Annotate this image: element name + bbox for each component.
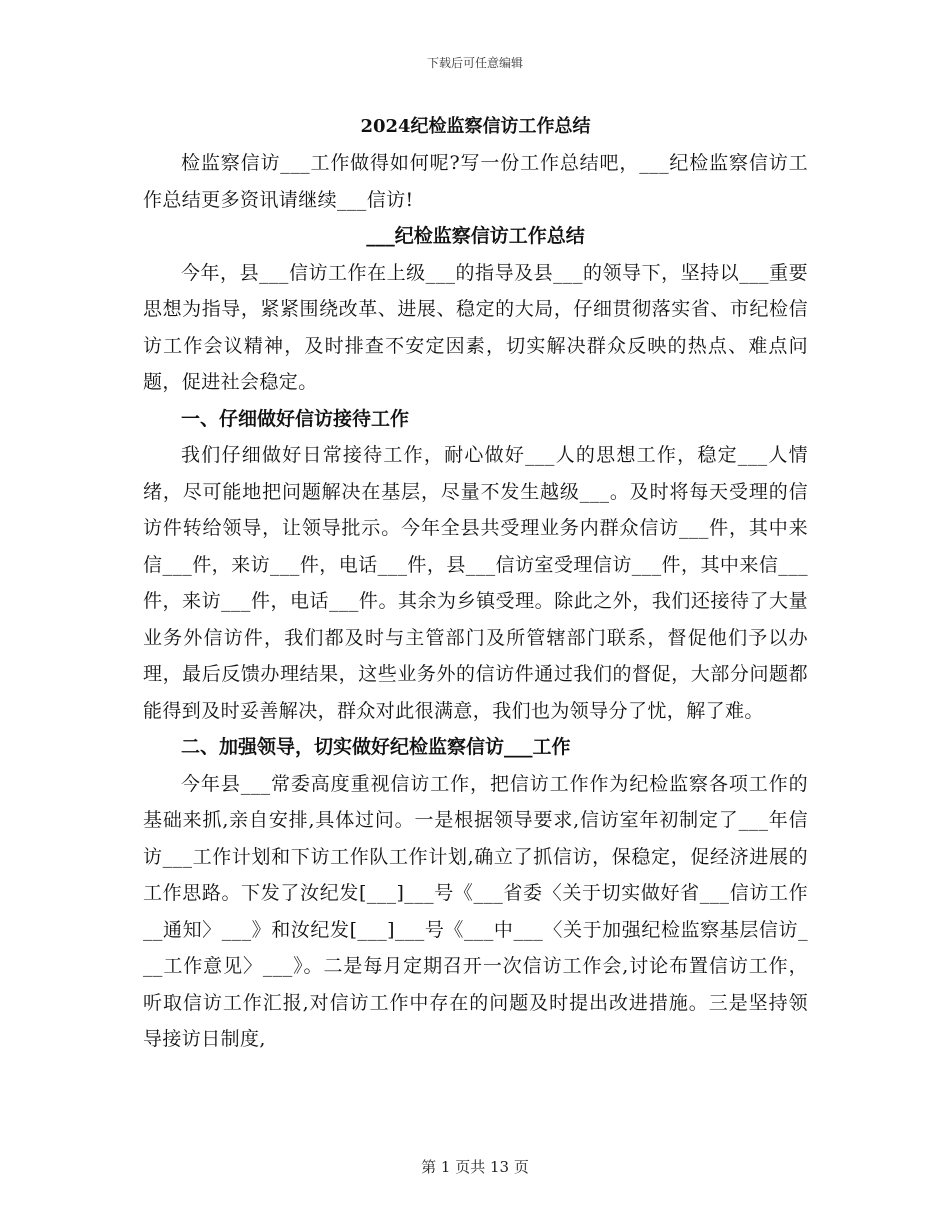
paragraph-3: 今年县___常委高度重视信访工作，把信访工作作为纪检监察各项工作的基础来抓,亲自安排,具体过问。一是根据领导要求,信访室年初制定了___年信访___工作计划和下访工作队工作计划,确立了抓信访，保稳定，促经济进展的工作思路。下发了汝纪发[___]___号《___省委〈关于切实做好省___信访工作__通知〉___》和汝纪发[___]___号《___中___〈关于加强纪检监察基层信访___工作意见〉___》。二是每月定期召开一次信访工作会,讨论布置信访工作，听取信访工作汇报,对信访工作中存在的问题及时提出改进措施。三是坚持领导接访日制度, <box>143 772 808 1050</box>
document-subtitle: ___纪检监察信访工作总结 <box>366 225 585 247</box>
section-heading-1: 一、仔细做好信访接待工作 <box>181 407 410 430</box>
section-heading-2: 二、加强领导，切实做好纪检监察信访___工作 <box>181 736 571 758</box>
document-title: 2024纪检监察信访工作总结 <box>360 116 591 137</box>
page-header: 下载后可任意编辑 <box>426 56 523 70</box>
document-body <box>143 113 808 1058</box>
paragraph-1: 今年，县___信访工作在上级___的指导及县___的领导下，坚持以___重要思想为指导，紧紧围绕改革、进展、稳定的大局，仔细贯彻落实省、市纪检信访工作会议精神，及时排查不安定因素，切实解决群众反映的热点、难点问题，促进社会稳定。 <box>143 261 808 393</box>
paragraph-2: 我们仔细做好日常接待工作，耐心做好___人的思想工作，稳定___人情绪，尽可能地把问题解决在基层，尽量不发生越级___。及时将每天受理的信访件转给领导，让领导批示。今年全县共受理业务内群众信访___件，其中来信___件，来访___件，电话___件，县___信访室受理信访___件，其中来信___件，来访___件，电话___件。其余为乡镇受理。除此之外，我们还接待了大量业务外信访件，我们都及时与主管部门及所管辖部门联系，督促他们予以办理，最后反馈办理结果，这些业务外的信访件通过我们的督促，大部分问题都能得到及时妥善解决，群众对此很满意，我们也为领导分了忧，解了难。 <box>143 444 808 722</box>
page-footer: 第 1 页共 13 页 <box>421 1158 529 1176</box>
intro-paragraph: 检监察信访___工作做得如何呢?写一份工作总结吧，___纪检监察信访工作总结更多资讯请继续___信访! <box>143 152 808 211</box>
